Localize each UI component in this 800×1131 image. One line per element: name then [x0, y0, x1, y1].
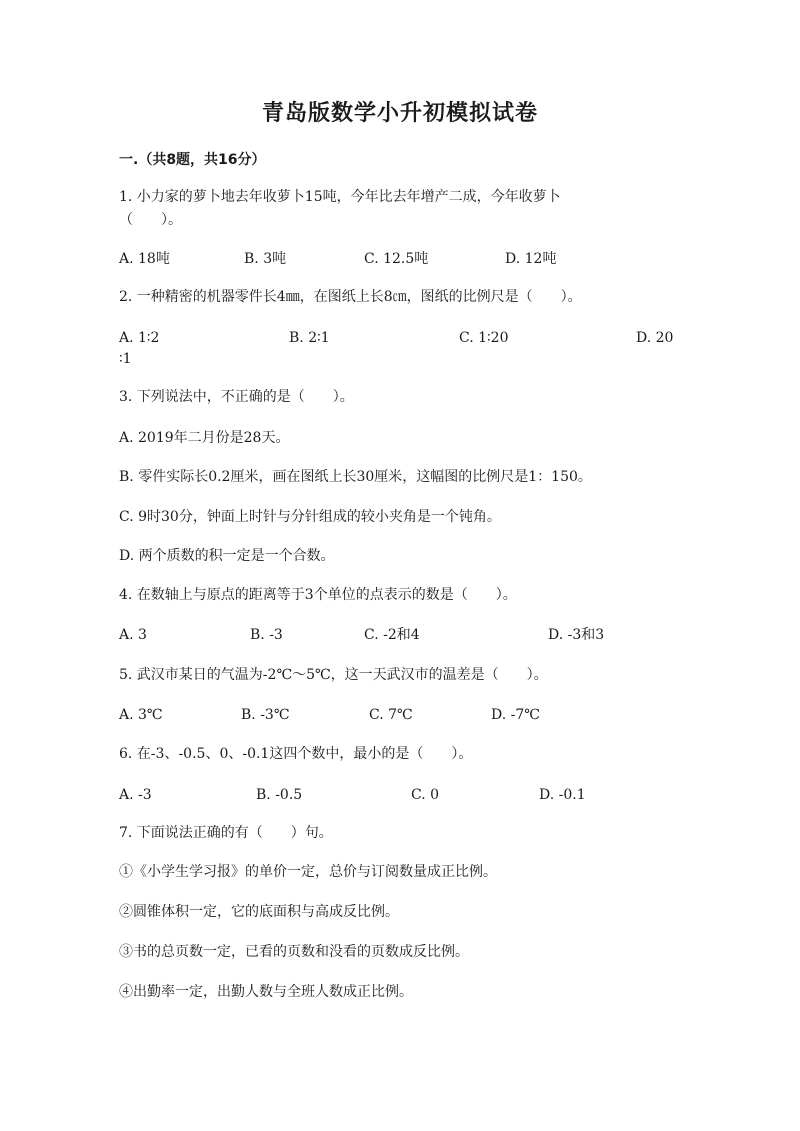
question-3-stem: 3. 下列说法中，不正确的是（ ）。	[119, 389, 354, 405]
question-5-option-a: A. 3℃	[119, 707, 163, 723]
question-2-option-a: A. 1∶2	[119, 330, 160, 346]
question-5-stem: 5. 武汉市某日的气温为-2℃～5℃，这一天武汉市的温差是（ ）。	[119, 667, 548, 683]
question-4-option-c: C. -2和4	[364, 627, 420, 643]
question-1-stem-continued: （ ）。	[119, 212, 182, 228]
question-2-option-c: C. 1∶20	[459, 330, 509, 346]
question-1-option-c: C. 12.5吨	[364, 251, 429, 267]
section-heading: 一.（共8题，共16分）	[119, 152, 266, 168]
question-4-option-b: B. -3	[250, 627, 283, 643]
question-6-option-a: A. -3	[119, 787, 152, 803]
question-7-statement-1: ①《小学生学习报》的单价一定，总价与订阅数量成正比例。	[119, 864, 497, 880]
question-2-option-d-wrap: ∶1	[119, 351, 132, 367]
question-2-stem: 2. 一种精密的机器零件长4㎜，在图纸上长8㎝，图纸的比例尺是（ ）。	[119, 289, 582, 305]
question-5-option-b: B. -3℃	[241, 707, 290, 723]
page-title: 青岛版数学小升初模拟试卷	[261, 101, 538, 126]
question-1-option-b: B. 3吨	[244, 251, 287, 267]
question-6-stem: 6. 在-3、-0.5、0、-0.1这四个数中，最小的是（ ）。	[119, 746, 473, 762]
question-4-stem: 4. 在数轴上与原点的距离等于3个单位的点表示的数是（ ）。	[119, 587, 517, 603]
question-4-option-d: D. -3和3	[548, 627, 605, 643]
question-1-option-a: A. 18吨	[119, 251, 170, 267]
question-6-option-d: D. -0.1	[539, 787, 586, 803]
question-7-stem: 7. 下面说法正确的有（ ）句。	[119, 825, 333, 841]
question-5-option-d: D. -7℃	[491, 707, 540, 723]
question-5-option-c: C. 7℃	[369, 707, 413, 723]
question-7-statement-2: ②圆锥体积一定，它的底面积与高成反比例。	[119, 904, 399, 920]
question-6-option-c: C. 0	[411, 787, 440, 803]
question-1-stem: 1. 小力家的萝卜地去年收萝卜15吨，今年比去年增产二成，今年收萝卜	[119, 189, 561, 205]
question-3-option-b: B. 零件实际长0.2厘米，画在图纸上长30厘米，这幅图的比例尺是1：150。	[119, 469, 592, 485]
question-3-option-c: C. 9时30分，钟面上时针与分针组成的较小夹角是一个钝角。	[119, 509, 501, 525]
question-7-statement-4: ④出勤率一定，出勤人数与全班人数成正比例。	[119, 984, 413, 1000]
question-4-option-a: A. 3	[119, 627, 147, 643]
question-3-option-d: D. 两个质数的积一定是一个合数。	[119, 548, 335, 564]
question-1-option-d: D. 12吨	[505, 251, 557, 267]
question-2-option-d: D. 20	[636, 330, 674, 346]
question-3-option-a: A. 2019年二月份是28天。	[119, 430, 290, 446]
question-6-option-b: B. -0.5	[256, 787, 303, 803]
question-7-statement-3: ③书的总页数一定，已看的页数和没看的页数成反比例。	[119, 944, 469, 960]
question-2-option-b: B. 2∶1	[289, 330, 330, 346]
